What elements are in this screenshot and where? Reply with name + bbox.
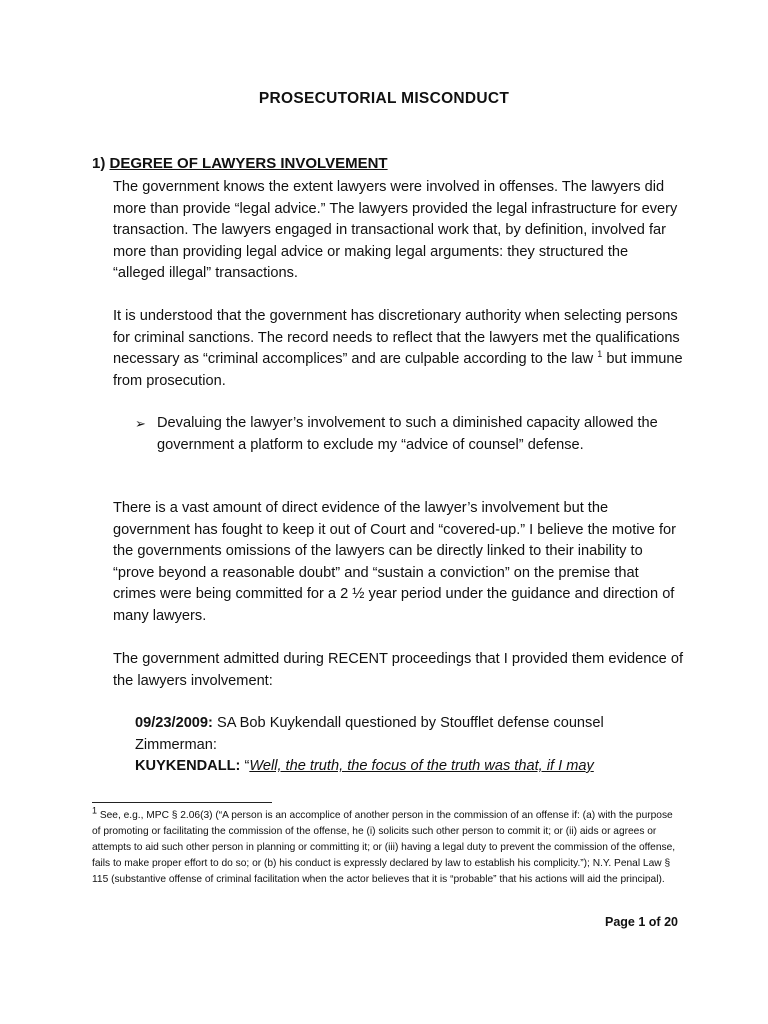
testimony-quote (135, 713, 680, 778)
footnote-1 (92, 805, 682, 888)
page-number (605, 915, 678, 929)
paragraph-2-tail: but immune from prosecution. (113, 351, 683, 389)
footnote-ref-1[interactable]: 1 (597, 349, 603, 360)
section-heading (92, 155, 388, 172)
testimony-text: Well, the truth, the focus of the truth was that, if I may (249, 758, 594, 774)
page-of-label: of (648, 915, 661, 929)
paragraph-4: The government admitted during RECENT proceedings that I provided them evidence of the lawyers involvement: (113, 651, 684, 689)
testimony-date: 09/23/2009: (135, 715, 213, 731)
testimony-intro-text: SA Bob Kuykendall questioned by Stoufflet defense counsel Zimmerman: (135, 715, 604, 753)
section-number: 1) (92, 155, 106, 172)
page-label: Page (604, 915, 635, 929)
bullet-item (135, 413, 675, 456)
paragraph-3: There is a vast amount of direct evidence of the lawyer’s involvement but the government has fought to keep it out of Court and “covered-up.” I believe the motive for the governments omissions of the lawyers can be directly linked to their inability to “prove beyond a reasonable doubt” and “sustain a conviction” on the premise that crimes were being committed for a 2 ½ year period under the guidance and direction of many lawyers. (113, 500, 676, 624)
footnote-text: See, e.g., MPC § 2.06(3) (“A person is an accomplice of another person in the commission of an offense if: (a) with the purpose of promoting or facilitating the commission of the offense, he (i) solicits such other person to commit it; or (ii) aids or agrees or attempts to aid such other person in planning or committing it; or (iii) having a legal duty to prevent the commission of the offense, fails to make proper effort to do so; or (b) his conduct is expressly declared by law to establish his complicity.”); N.Y. Penal Law § 115 (substantive offense of criminal facilitation when the actor believes that it is “probable” that his actions will aid the principal). (92, 810, 676, 885)
paragraph-1: The government knows the extent lawyers were involved in offenses. The lawyers did more than provide “legal advice.” The lawyers provided the legal infrastructure for every transaction. The lawyers engaged in transactional work that, by definition, involved far more than providing legal advice or making legal arguments: they structured the “alleged illegal” transactions. (113, 179, 678, 281)
arrow-bullet-icon: ➢ (135, 416, 146, 431)
testimony-line (135, 756, 680, 778)
page-current: 1 (638, 915, 646, 929)
testimony-speaker: KUYKENDALL: (135, 758, 241, 774)
footnote-number: 1 (92, 805, 98, 816)
bullet-text: Devaluing the lawyer’s involvement to such a diminished capacity allowed the government a platform to exclude my “advice of counsel” defense. (157, 415, 658, 453)
page-title: PROSECUTORIAL MISCONDUCT (258, 90, 510, 107)
testimony-open-quote: “ (240, 758, 250, 774)
testimony-intro (135, 713, 680, 756)
footnote-divider (92, 802, 272, 803)
paragraph-2 (113, 306, 683, 392)
page-total: 20 (664, 915, 678, 929)
paragraph-2-text: It is understood that the government has discretionary authority when selecting persons for criminal sanctions. The record needs to reflect that the lawyers met the qualifications necessary as “criminal accomplices” and are culpable according to the law (113, 308, 680, 367)
section-title: DEGREE OF LAWYERS INVOLVEMENT (109, 155, 388, 172)
